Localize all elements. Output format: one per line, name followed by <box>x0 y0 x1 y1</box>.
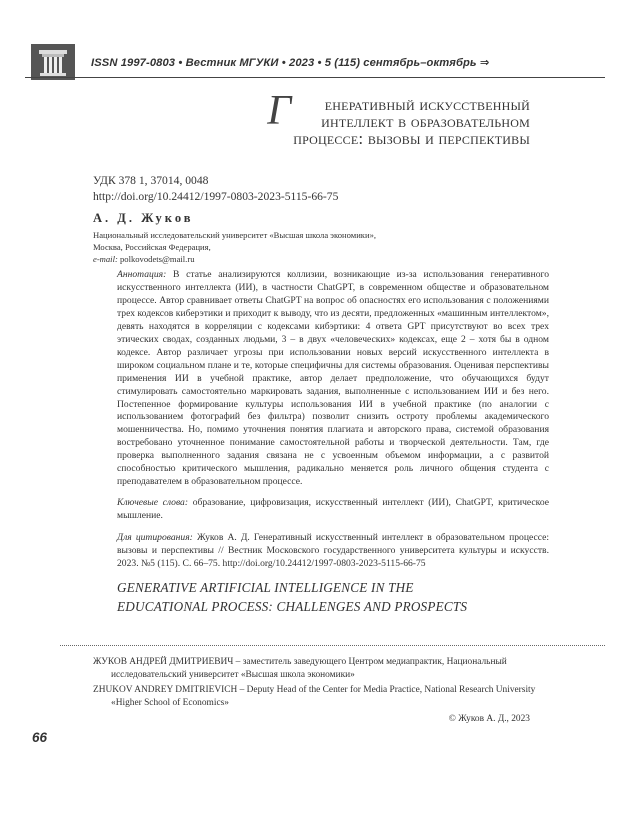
keywords-text: образование, цифровизация, искусственный интеллект (ИИ), ChatGPT, критическое мышление. <box>117 497 550 522</box>
author-email-line <box>93 253 376 265</box>
affiliation-line-1: Национальный исследовательский университет «Высшая школа экономики», <box>93 230 377 240</box>
citation <box>117 532 549 571</box>
keywords <box>117 497 549 523</box>
journal-header-line: ISSN 1997-0803 • Вестник МГУКИ • 2023 • 5 (115) сентябрь–октябрь ⇒ <box>91 57 490 69</box>
title-line-2: интеллект в образовательном <box>321 112 530 131</box>
page-number: 66 <box>32 730 48 745</box>
affiliation-line-2: Москва, Российская Федерация, <box>93 242 211 252</box>
keywords-label: Ключевые слова: <box>117 497 189 509</box>
email-label: e-mail: <box>93 254 118 264</box>
abstract <box>117 269 549 489</box>
author-name: А. Д. Жуков <box>93 211 194 225</box>
journal-year: 2023 <box>289 57 315 69</box>
citation-text: Жуков А. Д. Генеративный искусственный интеллект в образовательном процессе: вызовы и перспективы // Вестник Московского государственного университета культуры и искусств. 2023. №5 (115). С. 66–75. http://doi.org/10.24412/1997-0803-2023-5115-66-75 <box>117 532 550 570</box>
abstract-section <box>117 269 549 571</box>
abstract-label: Аннотация: <box>117 269 167 280</box>
header-divider <box>25 77 605 78</box>
author-bio-ru <box>93 656 553 681</box>
udc-code: УДК 378 1, 37014, 0048 <box>93 174 209 187</box>
english-title <box>117 578 467 616</box>
next-arrow-icon: ⇒ <box>479 57 490 69</box>
title-line-3: процессе: вызовы и перспективы <box>293 129 530 148</box>
author-bio-en <box>93 684 553 709</box>
issn: ISSN 1997-0803 <box>91 57 176 69</box>
author-email[interactable]: polkovodets@mail.ru <box>119 254 195 264</box>
title-drop-initial: Г <box>267 88 292 134</box>
english-title-line-1: GENERATIVE ARTIFICIAL INTELLIGENCE IN THE <box>117 580 414 595</box>
doi-link[interactable]: http://doi.org/10.24412/1997-0803-2023-5115-66-75 <box>93 190 339 203</box>
column-logo-icon <box>31 44 75 80</box>
footnote-divider <box>60 645 605 646</box>
bio-ru-text: ЖУКОВ АНДРЕЙ ДМИТРИЕВИЧ – заместитель заведующего Центром медиапрактик, Национальный исследовательский университет «Высшая школа экономики» <box>93 657 507 680</box>
citation-label: Для цитирования: <box>117 532 193 544</box>
title-line-1: енеративный искусственный <box>324 95 530 114</box>
copyright: © Жуков А. Д., 2023 <box>448 714 530 724</box>
journal-issue: 5 (115) сентябрь–октябрь <box>324 57 477 69</box>
journal-name: Вестник МГУКИ <box>185 57 279 69</box>
running-header <box>25 44 605 80</box>
author-affiliation <box>93 229 376 265</box>
english-title-line-2: EDUCATIONAL PROCESS: CHALLENGES AND PROSPECTS <box>117 599 468 614</box>
abstract-text: В статье анализируются коллизии, возникающие из-за использования генеративного искусственного интеллекта (ИИ), в частности ChatGPT, в современном обществе и образовательном процессе. Автор сравнивает ответы ChatGPT на вопрос об опасностях его использования с положениями трех кодексов киберэтики и приходит к выводу, что из десяти, предложенных «машинным интеллектом», девять находятся в корреляции с кодексами кибэртики: 4 ответа GPT присутствуют во всех трех этических сводах, созданных людьми, 3 – в двух «человеческих» кодексах, еще 2 – хотя бы в одном кодексе. Автор различает угрозы при использовании новых версий искусственного интеллекта в широком социальном плане и те, которые специфичны для системы образования. Оценивая перспективы применения ИИ в учебной практике, автор делает предположение, что обучающихся будут стимулировать самостоятельно маркировать задания, выполненные с использованием ИИ и без него. Постепенное формирование культуры использования ИИ в учебной практике (по аналогии с использованием фотографий без фильтра) позволит снизить остроту проблемы академического мошенничества. Но, помимо уточнения понятия плагиата и авторского права, системой образования востребовано уточненное понимание самостоятельной работы и творческой деятельности. Там, где проверка выполненного задания связана не с усвоенным объемом информации, а с развитой способностью критического мышления, радикально меняется роль личного общения студента с преподавателем в образовательном процессе. <box>117 269 549 488</box>
bio-en-text: ZHUKOV ANDREY DMITRIEVICH – Deputy Head of the Center for Media Practice, National Research University «Higher School of Economics» <box>93 685 536 708</box>
article-title <box>267 88 530 148</box>
udc-doi-block <box>93 173 338 205</box>
